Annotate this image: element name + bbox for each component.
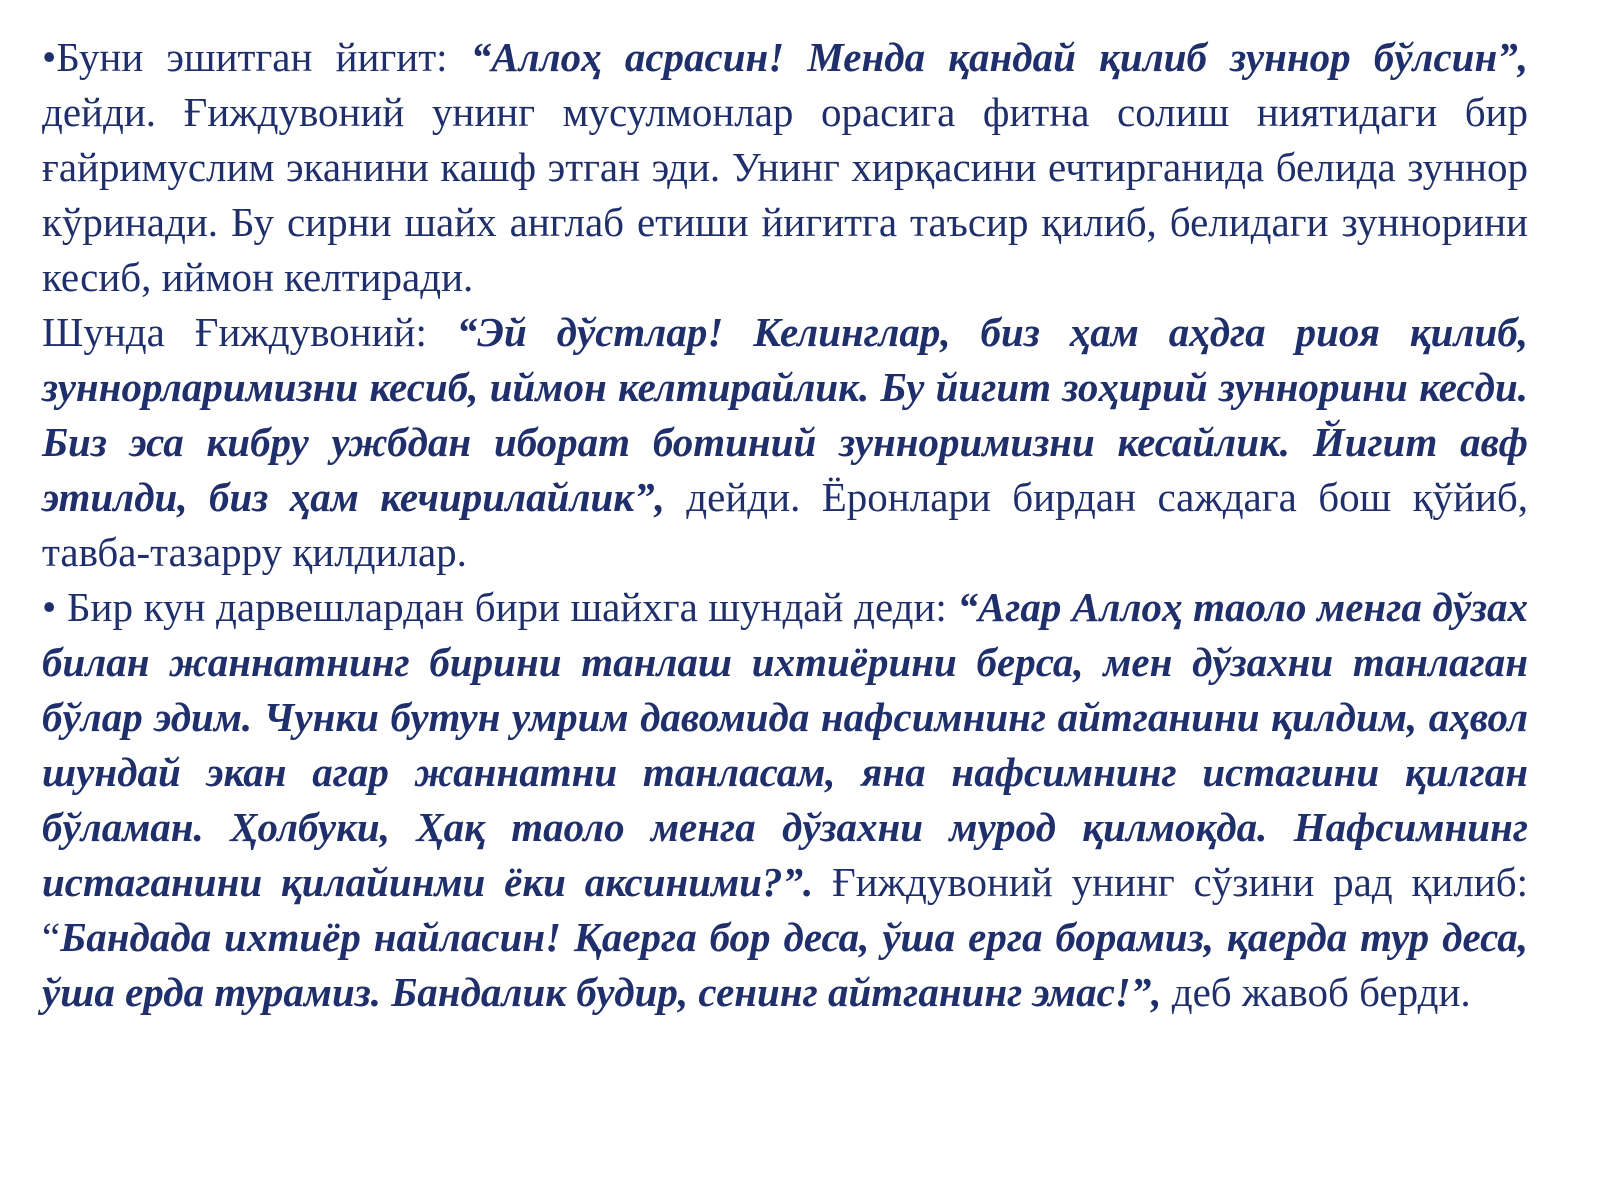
paragraph-1-narration: дейди. Ғиждувоний унинг мусулмонлар орасига фитна солиш ниятидаги бир ғайримуслим эканини кашф этган эди. Унинг хирқасини ечтирганида белида зуннор кўринади. Бу сирни шайх англаб етиши йигитга таъсир қилиб, белидаги зуннорини кесиб, иймон келтиради. [42, 89, 1528, 300]
paragraph-3 [42, 580, 1528, 1020]
slide-text-body [42, 30, 1528, 1020]
paragraph-2-intro: Шунда Ғиждувоний: [42, 309, 457, 355]
paragraph-2-narration: дейди. Ёронлари бирдан саждага бош қўйиб, тавба-тазарру қилдилар. [42, 474, 1528, 575]
paragraph-1-intro: •Буни эшитган йигит: [42, 34, 471, 80]
paragraph-2-quote: “Эй дўстлар! Келинглар, биз ҳам аҳдга риоя қилиб, зуннорларимизни кесиб, иймон келтирайлик. Бу йигит зоҳирий зуннорини кесди. Биз эса кибру ужбдан иборат ботиний зунноримизни кесайлик. Йигит авф этилди, биз ҳам кечирилайлик”, [42, 309, 1528, 520]
paragraph-3-quote: “Агар Аллоҳ таоло менга дўзах билан жаннатнинг бирини танлаш ихтиёрини берса, мен дўзахни танлаган бўлар эдим. Чунки бутун умрим давомида нафсимнинг айтганини қилдим, аҳвол шундай экан агар жаннатни танласам, яна нафсимнинг истагини қилган бўламан. Ҳолбуки, Ҳақ таоло менга дўзахни мурод қилмоқда. Нафсимнинг истаганини қилайинми ёки аксиними?”. [42, 584, 1528, 905]
paragraph-2 [42, 305, 1528, 580]
paragraph-1-quote: “Аллоҳ асрасин! Менда қандай қилиб зуннор бўлсин”, [470, 34, 1528, 80]
paragraph-3-narration: Ғиждувоний унинг сўзини рад қилиб: “ [42, 859, 1528, 960]
paragraph-1 [42, 30, 1528, 305]
paragraph-3-intro: • Бир кун дарвешлардан бири шайхга шундай деди: [42, 584, 958, 630]
paragraph-3-reply-quote: Бандада ихтиёр найласин! Қаерга бор деса, ўша ерга борамиз, қаерда тур деса, ўша ерда турамиз. Бандалик будир, сенинг айтганинг эмас!”, [42, 914, 1528, 1015]
paragraph-3-closing: деб жавоб берди. [1161, 969, 1471, 1015]
